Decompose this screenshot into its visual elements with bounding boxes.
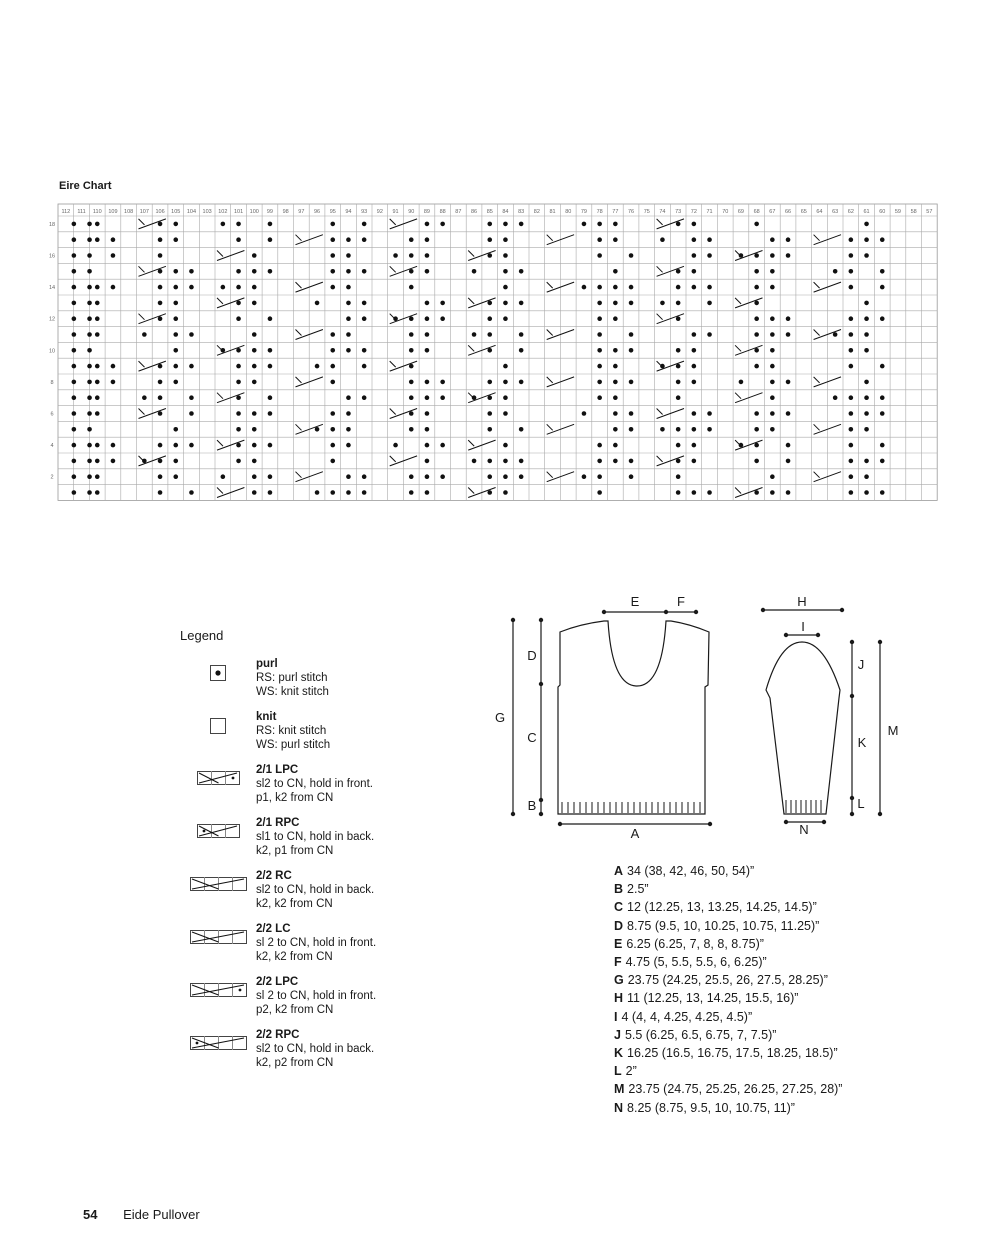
stitch-number: 95 xyxy=(329,209,336,215)
chart-grid xyxy=(48,204,944,506)
stitch-number: 90 xyxy=(408,209,415,215)
sleeve-dimension-label: I xyxy=(801,619,805,634)
row-number: 2 xyxy=(50,474,54,481)
schematic xyxy=(490,590,910,855)
knit-icon xyxy=(180,718,256,734)
stitch-number: 83 xyxy=(518,209,525,215)
stitch-number: 100 xyxy=(249,209,259,215)
rc-2-2-icon xyxy=(180,877,256,891)
stitch-number: 105 xyxy=(171,209,181,215)
measurement-letter: E xyxy=(614,936,623,951)
stitch-number: 96 xyxy=(313,209,321,215)
measurement-letter: K xyxy=(614,1046,624,1061)
stitch-number: 74 xyxy=(659,209,666,215)
stitch-number: 106 xyxy=(155,209,165,215)
sleeve-dimension-lines xyxy=(761,608,881,823)
stitch-number: 73 xyxy=(675,209,682,215)
legend-item-description: WS: purl stitch xyxy=(256,739,331,751)
pattern-title: Eide Pullover xyxy=(123,1207,200,1222)
measurement-value: 5.5 (6.25, 6.5, 6.75, 7, 7.5)” xyxy=(624,1027,777,1042)
rpc-2-1-icon xyxy=(180,824,256,838)
measurement-row xyxy=(614,1026,842,1044)
stitch-number: 69 xyxy=(737,209,745,215)
stitch-number: 102 xyxy=(218,209,228,215)
legend-item-description: sl2 to CN, hold in front. xyxy=(256,778,373,790)
stitch-number: 63 xyxy=(832,209,839,215)
stitch-number: 85 xyxy=(486,209,493,215)
measurement-value: 11 (12.25, 13, 14.25, 15.5, 16)” xyxy=(627,991,799,1006)
measurements-list xyxy=(614,862,842,1117)
stitch-number: 103 xyxy=(202,209,212,215)
stitch-number: 59 xyxy=(894,209,902,215)
sleeve-dimension-label: K xyxy=(857,735,867,750)
measurement-value: 34 (38, 42, 46, 50, 54)” xyxy=(627,864,755,878)
stitch-number: 62 xyxy=(847,209,854,215)
stitch-number: 93 xyxy=(361,209,368,215)
eire-chart xyxy=(48,204,944,511)
legend-item-description: sl1 to CN, hold in back. xyxy=(256,831,375,843)
stitch-number: 70 xyxy=(722,209,729,215)
legend-title: Legend xyxy=(180,628,224,643)
measurement-row xyxy=(614,880,842,898)
stitch-number: 99 xyxy=(266,209,274,215)
legend-item-description: p1, k2 from CN xyxy=(256,792,334,804)
lpc-2-2-icon xyxy=(180,983,256,997)
measurement-letter: M xyxy=(614,1082,625,1097)
measurement-value: 23.75 (24.75, 25.25, 26.25, 27.25, 28)” xyxy=(628,1082,843,1097)
legend-item-description: k2, k2 from CN xyxy=(256,898,333,910)
stitch-number: 101 xyxy=(233,209,244,215)
row-number: 8 xyxy=(50,379,54,386)
lc-2-2-icon xyxy=(180,930,256,944)
stitch-number: 112 xyxy=(61,209,71,215)
stitch-number: 79 xyxy=(580,209,588,215)
measurement-row xyxy=(614,1099,842,1117)
measurement-letter: H xyxy=(614,991,624,1006)
body-dimension-label: D xyxy=(527,648,537,663)
legend-item-description: sl2 to CN, hold in back. xyxy=(256,1043,375,1055)
measurement-letter: F xyxy=(614,955,622,970)
legend-item-name: 2/2 RC xyxy=(256,870,292,882)
measurement-value: 2.5” xyxy=(627,882,649,897)
row-number: 6 xyxy=(50,411,54,418)
stitch-number: 64 xyxy=(816,209,823,215)
legend-item-description: sl 2 to CN, hold in front. xyxy=(256,937,377,949)
stitch-number: 75 xyxy=(643,209,650,215)
stitch-number: 88 xyxy=(439,209,446,215)
stitch-number: 82 xyxy=(533,209,540,215)
legend-item-name: 2/1 RPC xyxy=(256,817,300,829)
legend-item-description: sl2 to CN, hold in back. xyxy=(256,884,375,896)
legend-item-description: RS: knit stitch xyxy=(256,725,327,737)
legend-item-name: knit xyxy=(256,711,277,723)
measurement-letter: A xyxy=(614,864,624,878)
stitch-number: 97 xyxy=(298,209,305,215)
stitch-number: 87 xyxy=(455,209,462,215)
legend-item xyxy=(180,922,500,975)
measurement-value: 6.25 (6.25, 7, 8, 8, 8.75)” xyxy=(626,936,764,951)
legend-item xyxy=(180,869,500,922)
sleeve-dimension-label: L xyxy=(857,796,865,811)
lpc-2-1-icon xyxy=(180,771,256,785)
legend-item xyxy=(180,975,500,1028)
stitch-number: 72 xyxy=(690,209,697,215)
measurement-letter: B xyxy=(614,882,624,897)
stitch-number: 78 xyxy=(596,209,603,215)
stitch-number: 98 xyxy=(282,209,289,215)
stitch-number: 77 xyxy=(612,209,619,215)
stitch-number: 66 xyxy=(784,209,792,215)
stitch-number: 57 xyxy=(926,209,933,215)
sleeve-dimension-label: M xyxy=(887,723,899,738)
stitch-number: 61 xyxy=(863,209,870,215)
measurement-letter: C xyxy=(614,900,624,915)
stitch-number: 104 xyxy=(186,209,197,215)
sleeve-dimension-label: H xyxy=(797,594,807,609)
stitch-number: 94 xyxy=(345,209,352,215)
stitch-number: 110 xyxy=(92,209,102,215)
measurement-value: 4.75 (5, 5.5, 5.5, 6, 6.25)” xyxy=(625,955,767,970)
measurement-letter: D xyxy=(614,918,624,933)
row-number: 16 xyxy=(48,253,56,260)
legend-item xyxy=(180,1028,500,1081)
stitch-number: 58 xyxy=(910,209,917,215)
body-dimension-label: G xyxy=(494,710,506,725)
legend-item-description: WS: knit stitch xyxy=(256,686,329,698)
measurement-value: 12 (12.25, 13, 13.25, 14.25, 14.5)” xyxy=(627,900,817,915)
measurement-row xyxy=(614,989,842,1007)
row-number: 10 xyxy=(48,348,56,355)
page-number: 54 xyxy=(83,1207,98,1222)
body-schematic xyxy=(558,621,709,814)
stitch-number: 108 xyxy=(124,209,134,215)
legend-item-description: RS: purl stitch xyxy=(256,672,328,684)
stitch-number: 76 xyxy=(627,209,635,215)
legend-items xyxy=(180,657,500,1081)
measurement-letter: L xyxy=(614,1064,622,1079)
page-footer xyxy=(83,1207,200,1222)
stitch-number: 111 xyxy=(77,209,86,215)
stitch-number: 84 xyxy=(502,209,509,215)
measurement-letter: J xyxy=(614,1027,621,1042)
legend-item-description: k2, p2 from CN xyxy=(256,1057,334,1069)
legend-item xyxy=(180,816,500,869)
measurement-row xyxy=(614,1044,842,1062)
legend-item-description: sl 2 to CN, hold in front. xyxy=(256,990,377,1002)
chart-title: Eire Chart xyxy=(59,180,112,192)
measurement-value: 23.75 (24.25, 25.5, 26, 27.5, 28.25)” xyxy=(627,973,828,988)
rpc-2-2-icon xyxy=(180,1036,256,1050)
legend-item-description: k2, p1 from CN xyxy=(256,845,334,857)
body-dimension-lines xyxy=(511,610,711,825)
stitch-number: 92 xyxy=(376,209,383,215)
measurement-value: 8.25 (8.75, 9.5, 10, 10.75, 11)” xyxy=(627,1100,795,1115)
stitch-number: 81 xyxy=(549,209,556,215)
stitch-number: 67 xyxy=(769,209,776,215)
stitch-number: 91 xyxy=(392,209,399,215)
body-dimension-label: E xyxy=(630,594,640,609)
stitch-number: 80 xyxy=(565,209,572,215)
legend-item-description: k2, k2 from CN xyxy=(256,951,333,963)
stitch-number: 65 xyxy=(800,209,807,215)
legend-item-name: purl xyxy=(256,658,278,670)
row-number: 18 xyxy=(48,221,56,228)
measurement-value: 8.75 (9.5, 10, 10.25, 10.75, 11.25)” xyxy=(627,918,820,933)
stitch-number: 107 xyxy=(139,209,149,215)
legend-item-name: 2/2 LC xyxy=(256,923,291,935)
legend xyxy=(180,628,500,1081)
measurement-value: 2” xyxy=(625,1064,637,1079)
measurement-value: 16.25 (16.5, 16.75, 17.5, 18.25, 18.5)” xyxy=(627,1046,838,1061)
schematic-labels xyxy=(495,594,898,841)
measurement-letter: G xyxy=(614,973,624,988)
legend-item-name: 2/2 RPC xyxy=(256,1029,300,1041)
measurement-row xyxy=(614,898,842,916)
sleeve-dimension-label: J xyxy=(857,657,865,672)
legend-item-description: p2, k2 from CN xyxy=(256,1004,334,1016)
measurement-row xyxy=(614,862,842,880)
body-dimension-label: F xyxy=(677,594,685,609)
stitch-number: 71 xyxy=(706,209,713,215)
stitch-number: 109 xyxy=(108,209,118,215)
schematic-drawing xyxy=(490,590,910,850)
legend-item-name: 2/2 LPC xyxy=(256,976,299,988)
legend-item-name: 2/1 LPC xyxy=(256,764,299,776)
stitch-number: 68 xyxy=(753,209,760,215)
stitch-number: 89 xyxy=(423,209,431,215)
measurement-letter: I xyxy=(614,1009,618,1024)
measurement-row xyxy=(614,1062,842,1080)
purl-icon xyxy=(180,665,256,681)
sleeve-schematic xyxy=(766,642,840,814)
measurement-letter: N xyxy=(614,1100,624,1115)
legend-item xyxy=(180,657,500,710)
measurement-row xyxy=(614,935,842,953)
stitch-number: 60 xyxy=(879,209,886,215)
row-number: 14 xyxy=(48,285,56,292)
measurement-row xyxy=(614,1008,842,1026)
measurement-row xyxy=(614,917,842,935)
row-number: 4 xyxy=(50,443,54,450)
sleeve-dimension-label: N xyxy=(799,822,809,837)
measurement-row xyxy=(614,1080,842,1098)
measurement-row xyxy=(614,971,842,989)
body-dimension-label: A xyxy=(630,826,640,841)
legend-item xyxy=(180,710,500,763)
body-dimension-label: B xyxy=(527,798,537,813)
body-dimension-label: C xyxy=(527,730,537,745)
row-number: 12 xyxy=(48,316,56,323)
measurement-value: 4 (4, 4, 4.25, 4.25, 4.5)” xyxy=(621,1009,753,1024)
measurement-row xyxy=(614,953,842,971)
legend-item xyxy=(180,763,500,816)
grid-lines xyxy=(58,204,937,500)
stitch-number: 86 xyxy=(470,209,478,215)
